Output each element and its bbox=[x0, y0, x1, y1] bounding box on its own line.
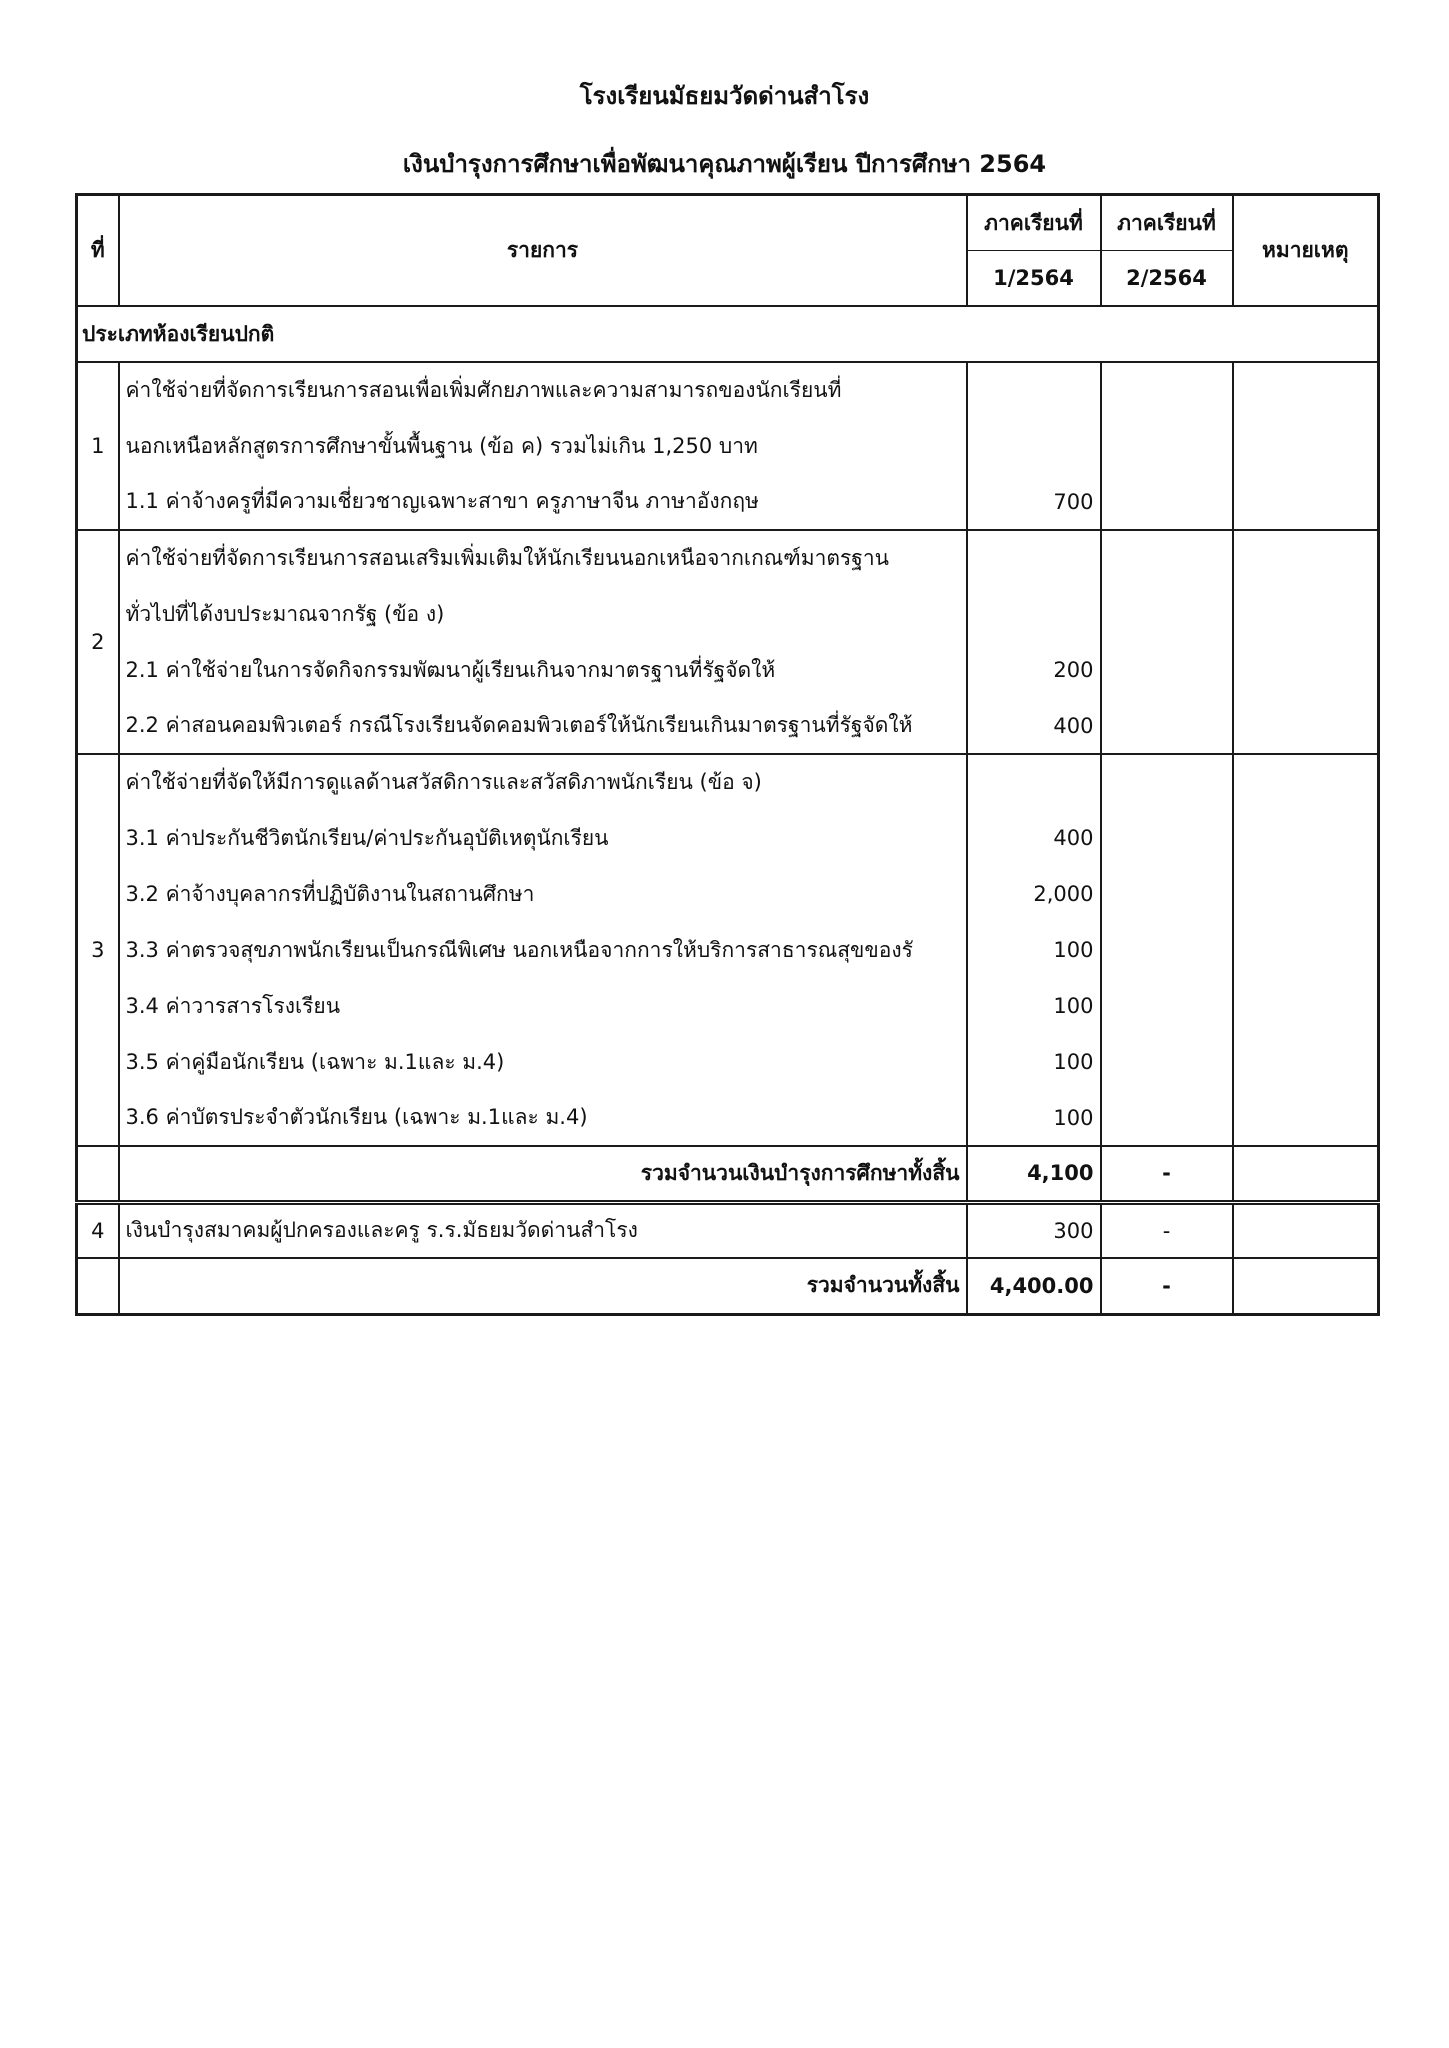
subtotal-sem2: - bbox=[1101, 1146, 1233, 1202]
item-text: 2.2 ค่าสอนคอมพิวเตอร์ กรณีโรงเรียนจัดคอมพิวเตอร์ให้นักเรียนเกินมาตรฐานที่รัฐจัดให้ bbox=[119, 698, 967, 754]
amount-sem1: 100 bbox=[967, 1034, 1101, 1090]
table-row bbox=[77, 1090, 1379, 1146]
amount-sem1: 400 bbox=[967, 698, 1101, 754]
table-row bbox=[77, 530, 1379, 586]
amount-sem1: 2,000 bbox=[967, 866, 1101, 922]
subtotal-row bbox=[77, 1146, 1379, 1202]
header-sem1-term: 1/2564 bbox=[967, 251, 1101, 307]
header-item: รายการ bbox=[119, 195, 967, 307]
item-text: 3.3 ค่าตรวจสุขภาพนักเรียนเป็นกรณีพิเศษ นอกเหนือจากการให้บริการสาธารณสุขของรั bbox=[119, 922, 967, 978]
item-text: 3.4 ค่าวารสารโรงเรียน bbox=[119, 978, 967, 1034]
amount-sem1: 100 bbox=[967, 978, 1101, 1034]
amount-sem2: - bbox=[1101, 1202, 1233, 1258]
item-text: 1.1 ค่าจ้างครูที่มีความเชี่ยวชาญเฉพาะสาขา ครูภาษาจีน ภาษาอังกฤษ bbox=[119, 474, 967, 530]
item-text: ทั่วไปที่ได้งบประมาณจากรัฐ (ข้อ ง) bbox=[119, 586, 967, 642]
amount-sem1: 400 bbox=[967, 810, 1101, 866]
table-row bbox=[77, 922, 1379, 978]
table-header-row bbox=[77, 195, 1379, 251]
subtotal-sem1: 4,100 bbox=[967, 1146, 1101, 1202]
item-text: 3.1 ค่าประกันชีวิตนักเรียน/ค่าประกันอุบัติเหตุนักเรียน bbox=[119, 810, 967, 866]
header-sem2-label: ภาคเรียนที่ bbox=[1101, 195, 1233, 251]
table-row bbox=[77, 1034, 1379, 1090]
table-row bbox=[77, 810, 1379, 866]
header-sem1-label: ภาคเรียนที่ bbox=[967, 195, 1101, 251]
grand-total-label: รวมจำนวนทั้งสิ้น bbox=[119, 1258, 967, 1314]
document-subtitle: เงินบำรุงการศึกษาเพื่อพัฒนาคุณภาพผู้เรียน ปีการศึกษา 2564 bbox=[402, 150, 1047, 178]
header-note: หมายเหตุ bbox=[1233, 195, 1379, 307]
amount-sem1: 700 bbox=[967, 474, 1101, 530]
header-no: ที่ bbox=[77, 195, 119, 307]
amount-sem1: 100 bbox=[967, 922, 1101, 978]
header-sem2-term: 2/2564 bbox=[1101, 251, 1233, 307]
subtotal-label: รวมจำนวนเงินบำรุงการศึกษาทั้งสิ้น bbox=[119, 1146, 967, 1202]
section-label: ประเภทห้องเรียนปกติ bbox=[77, 306, 1379, 362]
item-text: 3.2 ค่าจ้างบุคลากรที่ปฏิบัติงานในสถานศึกษา bbox=[119, 866, 967, 922]
table-row bbox=[77, 474, 1379, 530]
row-number: 3 bbox=[77, 754, 119, 1146]
row-number: 2 bbox=[77, 530, 119, 754]
grand-total-sem2: - bbox=[1101, 1258, 1233, 1314]
item-text: เงินบำรุงสมาคมผู้ปกครองและครู ร.ร.มัธยมวัดด่านสำโรง bbox=[119, 1202, 967, 1258]
table-row bbox=[77, 866, 1379, 922]
grand-total-row bbox=[77, 1258, 1379, 1314]
row-number: 1 bbox=[77, 362, 119, 530]
item-text: 3.6 ค่าบัตรประจำตัวนักเรียน (เฉพาะ ม.1และ ม.4) bbox=[119, 1090, 967, 1146]
section-row bbox=[77, 306, 1379, 362]
item-text: ค่าใช้จ่ายที่จัดการเรียนการสอนเพื่อเพิ่มศักยภาพและความสามารถของนักเรียนที่ bbox=[119, 362, 967, 418]
item-text: 2.1 ค่าใช้จ่ายในการจัดกิจกรรมพัฒนาผู้เรียนเกินจากมาตรฐานที่รัฐจัดให้ bbox=[119, 642, 967, 698]
fee-table bbox=[75, 193, 1380, 1316]
table-row bbox=[77, 586, 1379, 642]
amount-sem1: 200 bbox=[967, 642, 1101, 698]
table-row bbox=[77, 418, 1379, 474]
table-row bbox=[77, 642, 1379, 698]
table-row bbox=[77, 754, 1379, 810]
grand-total-sem1: 4,400.00 bbox=[967, 1258, 1101, 1314]
table-row bbox=[77, 698, 1379, 754]
amount-sem1: 300 bbox=[967, 1202, 1101, 1258]
item-text: นอกเหนือหลักสูตรการศึกษาขั้นพื้นฐาน (ข้อ ค) รวมไม่เกิน 1,250 บาท bbox=[119, 418, 967, 474]
item-text: ค่าใช้จ่ายที่จัดให้มีการดูแลด้านสวัสดิการและสวัสดิภาพนักเรียน (ข้อ จ) bbox=[119, 754, 967, 810]
row-number: 4 bbox=[77, 1202, 119, 1258]
table-row bbox=[77, 1202, 1379, 1258]
school-title: โรงเรียนมัธยมวัดด่านสำโรง bbox=[579, 82, 870, 110]
table-row bbox=[77, 978, 1379, 1034]
amount-sem1: 100 bbox=[967, 1090, 1101, 1146]
item-text: ค่าใช้จ่ายที่จัดการเรียนการสอนเสริมเพิ่มเติมให้นักเรียนนอกเหนือจากเกณฑ์มาตรฐาน bbox=[119, 530, 967, 586]
table-row bbox=[77, 362, 1379, 418]
item-text: 3.5 ค่าคู่มือนักเรียน (เฉพาะ ม.1และ ม.4) bbox=[119, 1034, 967, 1090]
